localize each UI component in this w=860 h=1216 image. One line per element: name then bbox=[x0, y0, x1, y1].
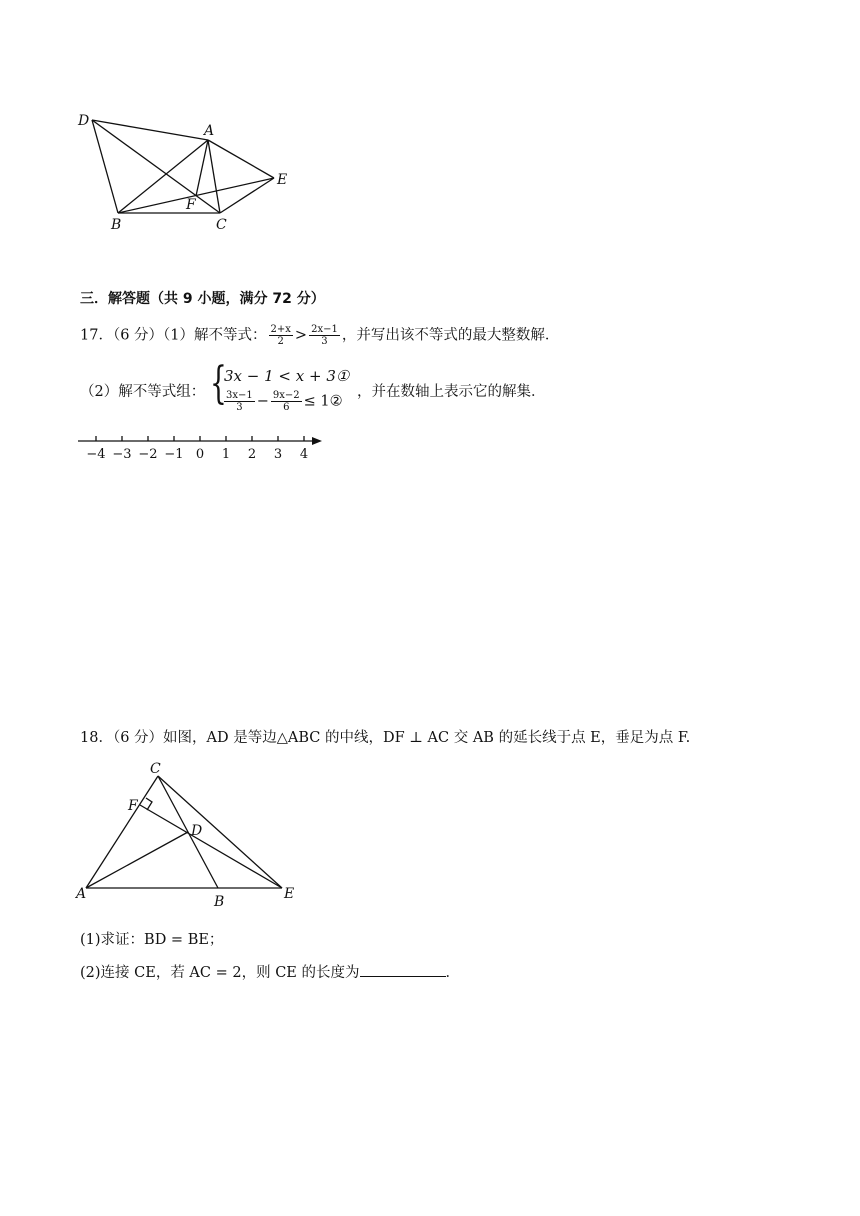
label-D: D bbox=[191, 823, 203, 839]
tick-label: −2 bbox=[138, 447, 158, 462]
number-line bbox=[78, 430, 328, 462]
label-C: C bbox=[216, 217, 227, 233]
q17-eq1: 3x − 1 < x + 3① bbox=[224, 367, 350, 385]
tick-label: 0 bbox=[195, 447, 205, 462]
tick-label: −1 bbox=[164, 447, 184, 462]
label-A: A bbox=[76, 886, 87, 902]
label-D: D bbox=[78, 113, 90, 129]
section-title: 三．解答题（共 9 小题，满分 72 分） bbox=[80, 291, 325, 307]
label-F: F bbox=[186, 197, 196, 213]
q18-text: 如图，AD 是等边△ABC 的中线，DF ⊥ AC 交 AB 的延长线于点 E，垂足为点 F. bbox=[163, 730, 691, 746]
answer-blank[interactable] bbox=[360, 962, 446, 977]
tick-label: 2 bbox=[247, 447, 257, 462]
label-E: E bbox=[277, 172, 288, 188]
q17-part1-prefix: （1）解不等式： bbox=[163, 327, 267, 344]
label-B: B bbox=[214, 894, 225, 910]
label-A: A bbox=[204, 123, 215, 139]
q17-rhs-fraction: $\frac{2x-1}{3}$ bbox=[311, 324, 338, 347]
q17-part1-suffix: ，并写出该不等式的最大整数解． bbox=[341, 327, 560, 344]
q18-score: （6 分） bbox=[112, 730, 164, 746]
system-brace: { bbox=[210, 358, 227, 409]
figure-triangle bbox=[70, 760, 310, 910]
q17-part1 bbox=[80, 324, 559, 347]
label-C: C bbox=[150, 761, 161, 777]
tick-label: −3 bbox=[112, 447, 132, 462]
q18-stem bbox=[80, 728, 690, 748]
q17-score: （6 分） bbox=[112, 327, 164, 344]
tick-label: −4 bbox=[86, 447, 106, 462]
label-B: B bbox=[111, 217, 122, 233]
label-E: E bbox=[284, 886, 295, 902]
q17-eq2: $\frac{3x-1}{3}$ − $\frac{9x-2}{6}$ ≤ 1② bbox=[226, 390, 343, 413]
q17-number: 17． bbox=[80, 327, 113, 344]
tick-label: 3 bbox=[273, 447, 283, 462]
tick-label: 1 bbox=[221, 447, 231, 462]
tick-label: 4 bbox=[299, 447, 309, 462]
q18-part2: (2)连接 CE，若 AC = 2，则 CE 的长度为 ． bbox=[80, 962, 460, 983]
q17-part2-prefix: （2）解不等式组： bbox=[80, 384, 206, 400]
q17-lhs-fraction: $\frac{2+x}{2}$ bbox=[270, 324, 291, 347]
q18-part1: (1)求证：BD = BE； bbox=[80, 932, 224, 948]
label-F: F bbox=[128, 798, 138, 814]
q17-op: > bbox=[294, 327, 308, 344]
figure-quadrilateral bbox=[70, 105, 310, 240]
q18-number: 18． bbox=[80, 730, 113, 746]
q17-part2-suffix: ，并在数轴上表示它的解集． bbox=[357, 384, 546, 400]
